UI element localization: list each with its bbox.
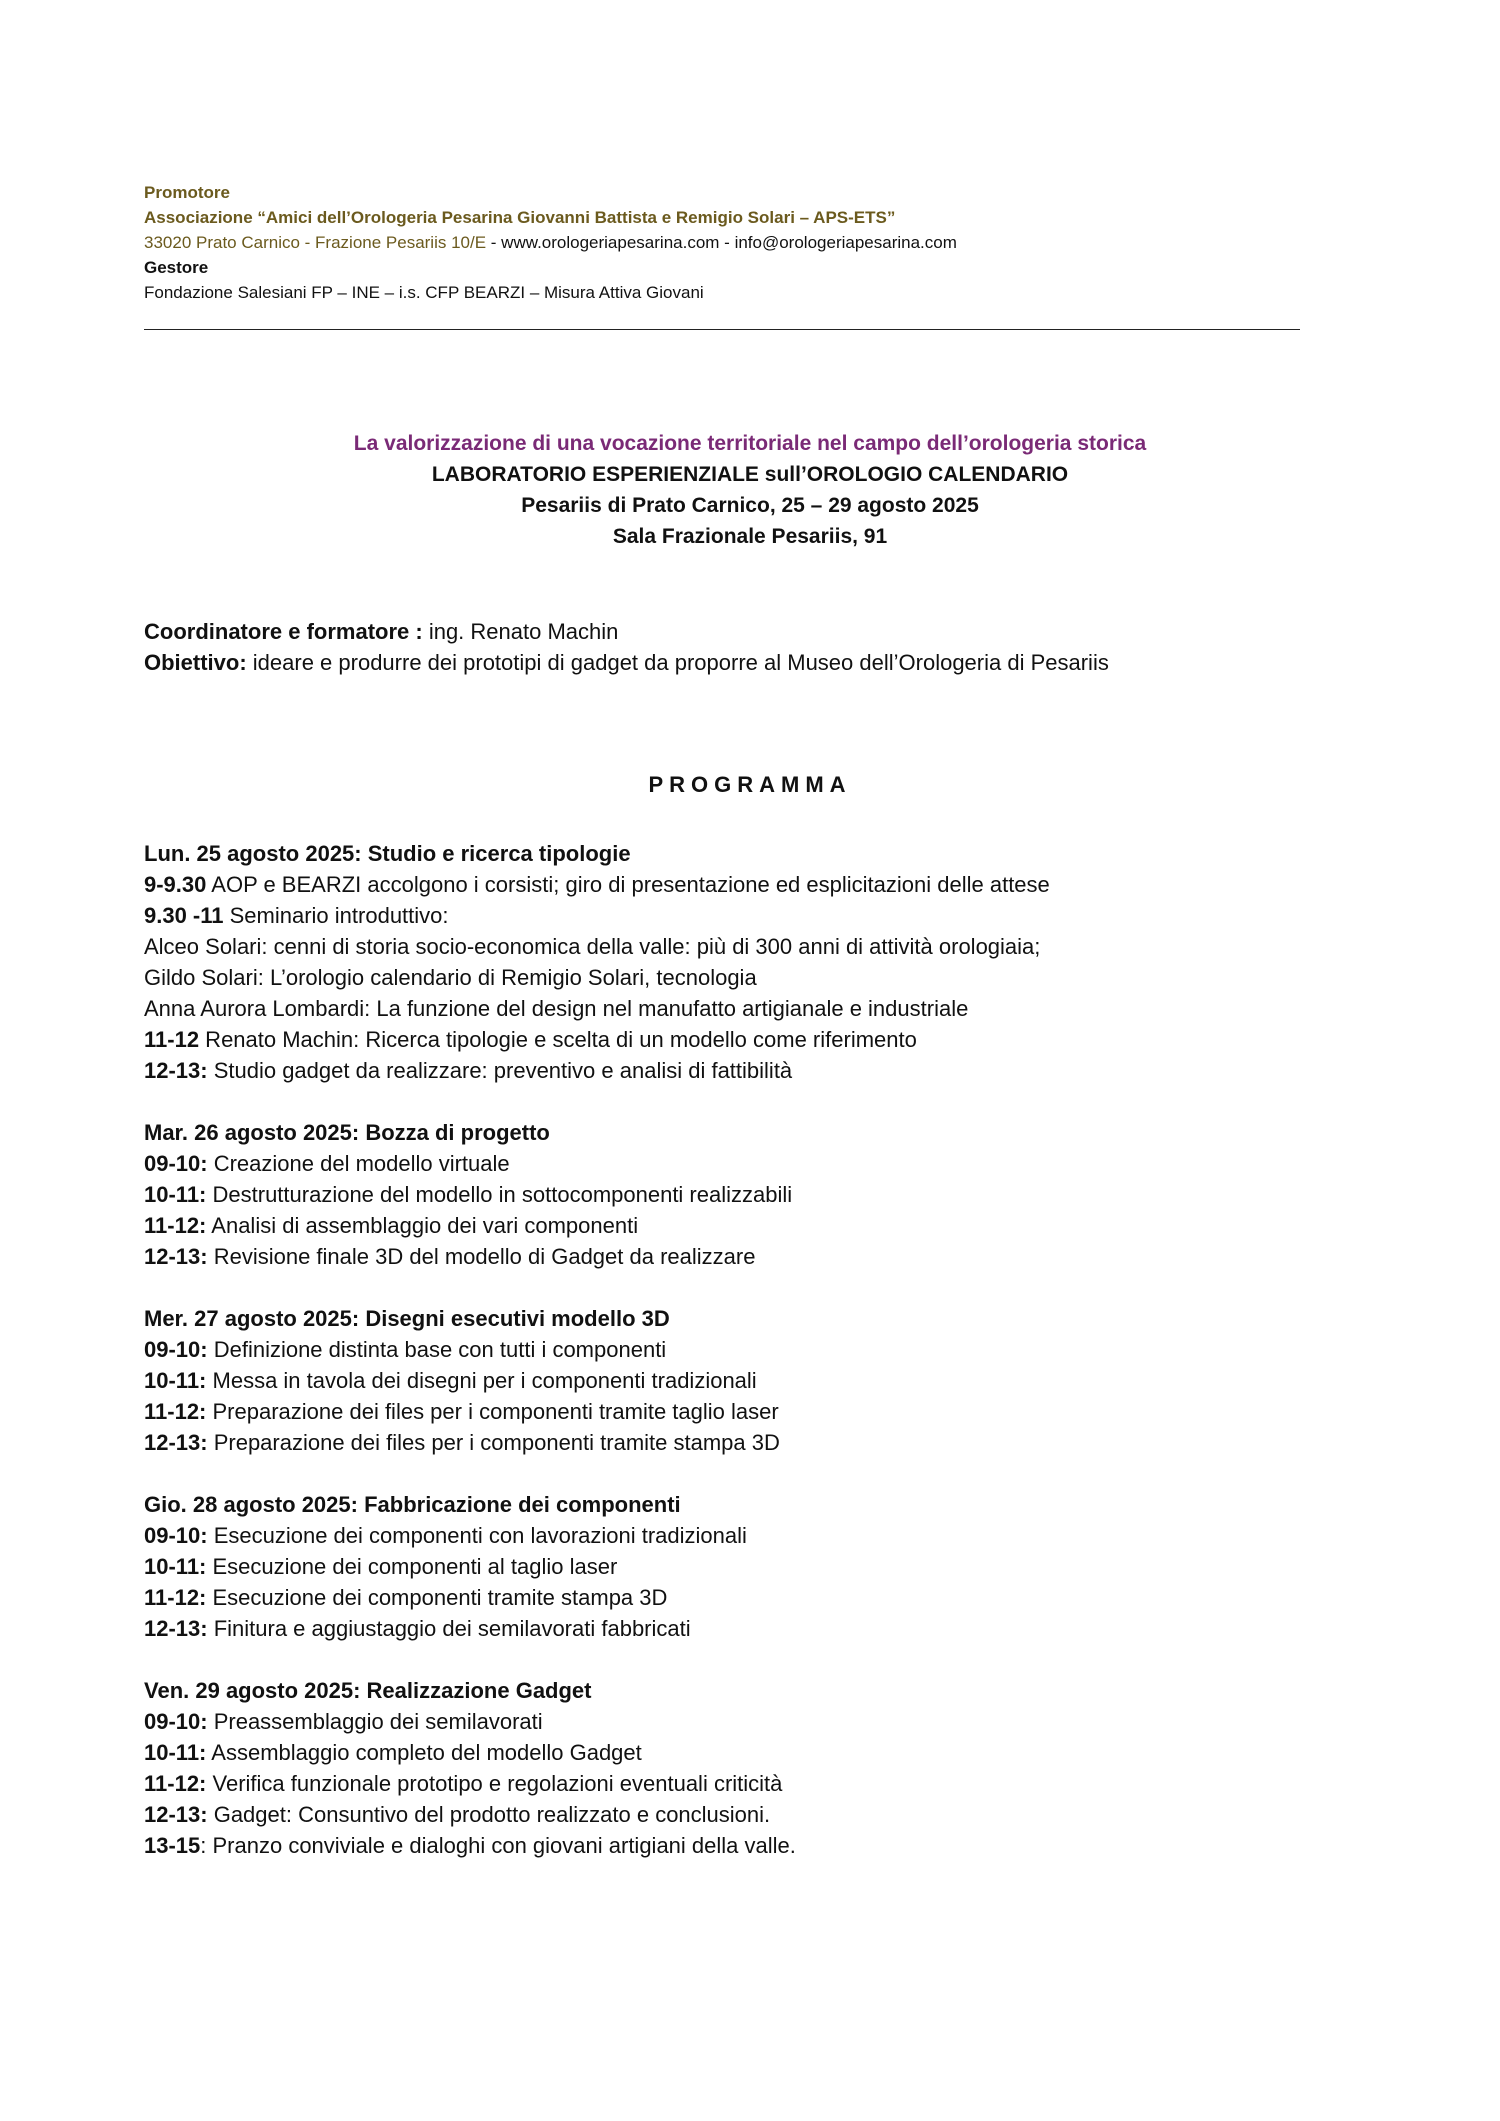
course-info	[144, 616, 1394, 678]
day-title: Ven. 29 agosto 2025: Realizzazione Gadget	[144, 1678, 592, 1703]
schedule-row	[144, 931, 1394, 962]
address: 33020 Prato Carnico - Frazione Pesariis 10/E	[144, 233, 487, 252]
manager-label: Gestore	[144, 258, 209, 277]
time-slot: 11-12:	[144, 1213, 207, 1238]
objective-value: ideare e produrre dei prototipi di gadget da proporre al Museo dell’Orologeria di Pesariis	[246, 650, 1109, 675]
activity-text: Preassemblaggio dei semilavorati	[207, 1709, 543, 1734]
website-link[interactable]: www.orologeriapesarina.com	[501, 233, 720, 252]
time-slot: 10-11:	[144, 1740, 207, 1765]
coordinator-line	[144, 616, 1394, 647]
program-day	[144, 1675, 1394, 1861]
contact-separator: -	[719, 233, 735, 252]
email-link[interactable]: info@orologeriapesarina.com	[734, 233, 957, 252]
contact-separator: -	[486, 233, 502, 252]
time-slot: 12-13:	[144, 1430, 208, 1455]
time-slot: 12-13:	[144, 1802, 208, 1827]
schedule-row	[144, 1055, 1394, 1086]
schedule-row	[144, 1613, 1394, 1644]
time-slot: 11-12:	[144, 1585, 207, 1610]
schedule-row	[144, 869, 1394, 900]
activity-text: Studio gadget da realizzare: preventivo e analisi di fattibilità	[207, 1058, 793, 1083]
program-day	[144, 1489, 1394, 1644]
activity-text: Revisione finale 3D del modello di Gadget da realizzare	[207, 1244, 756, 1269]
activity-text: Destrutturazione del modello in sottocomponenti realizzabili	[206, 1182, 793, 1207]
activity-text: Renato Machin: Ricerca tipologie e scelta di un modello come riferimento	[199, 1027, 917, 1052]
schedule-row	[144, 1365, 1394, 1396]
schedule-row	[144, 1799, 1394, 1830]
activity-text: Esecuzione dei componenti al taglio laser	[206, 1554, 618, 1579]
time-slot: 11-12	[144, 1027, 200, 1052]
time-slot: 09-10:	[144, 1709, 208, 1734]
subtitle: La valorizzazione di una vocazione territoriale nel campo dell’orologeria storica	[353, 432, 1147, 455]
schedule-row	[144, 1830, 1394, 1861]
schedule-row	[144, 1551, 1394, 1582]
activity-text: Definizione distinta base con tutti i componenti	[207, 1337, 667, 1362]
program-day	[144, 838, 1394, 1086]
program-day	[144, 1303, 1394, 1458]
objective-line	[144, 647, 1394, 678]
schedule-row	[144, 1396, 1394, 1427]
program-day	[144, 1117, 1394, 1272]
schedule-row	[144, 900, 1394, 931]
manager-name: Fondazione Salesiani FP – INE – i.s. CFP BEARZI – Misura Attiva Giovani	[144, 283, 704, 302]
day-title: Lun. 25 agosto 2025: Studio e ricerca tipologie	[144, 841, 631, 866]
activity-text: Creazione del modello virtuale	[207, 1151, 510, 1176]
time-slot: 12-13:	[144, 1616, 208, 1641]
activity-text: Gildo Solari: L’orologio calendario di Remigio Solari, tecnologia	[144, 965, 757, 990]
schedule-row	[144, 993, 1394, 1024]
coordinator-value: ing. Renato Machin	[422, 619, 619, 644]
activity-text: Alceo Solari: cenni di storia socio-economica della valle: più di 300 anni di attività orologiaia;	[144, 934, 1041, 959]
time-slot: 11-12:	[144, 1399, 207, 1424]
time-slot: 10-11:	[144, 1554, 207, 1579]
day-title: Mar. 26 agosto 2025: Bozza di progetto	[144, 1120, 550, 1145]
schedule-row	[144, 1334, 1394, 1365]
schedule-row	[144, 1024, 1394, 1055]
activity-text: Esecuzione dei componenti con lavorazioni tradizionali	[207, 1523, 747, 1548]
schedule-row	[144, 1241, 1394, 1272]
coordinator-label: Coordinatore e formatore :	[144, 619, 423, 644]
schedule-row	[144, 1427, 1394, 1458]
time-slot: 9.30 -11	[144, 903, 224, 928]
time-slot: 10-11:	[144, 1368, 207, 1393]
schedule-row	[144, 1737, 1394, 1768]
day-title: Gio. 28 agosto 2025: Fabbricazione dei componenti	[144, 1492, 681, 1517]
time-slot: 11-12:	[144, 1771, 207, 1796]
time-slot: 12-13:	[144, 1244, 208, 1269]
time-slot: 09-10:	[144, 1151, 208, 1176]
schedule-row	[144, 1148, 1394, 1179]
time-slot: 9-9.30	[144, 872, 207, 897]
document-title: LABORATORIO ESPERIENZIALE sull’OROLOGIO CALENDARIO	[431, 463, 1069, 486]
activity-text: Messa in tavola dei disegni per i componenti tradizionali	[206, 1368, 757, 1393]
activity-text: Preparazione dei files per i componenti tramite taglio laser	[206, 1399, 779, 1424]
contact-line	[144, 230, 1304, 255]
activity-text: AOP e BEARZI accolgono i corsisti; giro di presentazione ed esplicitazioni delle attese	[206, 872, 1050, 897]
activity-text: Seminario introduttivo:	[223, 903, 449, 928]
time-slot: 10-11:	[144, 1182, 207, 1207]
schedule-row	[144, 1179, 1394, 1210]
activity-text: Finitura e aggiustaggio dei semilavorati fabbricati	[207, 1616, 691, 1641]
schedule-row	[144, 962, 1394, 993]
activity-text: Gadget: Consuntivo del prodotto realizzato e conclusioni.	[207, 1802, 771, 1827]
day-title: Mer. 27 agosto 2025: Disegni esecutivi modello 3D	[144, 1306, 670, 1331]
activity-text: Analisi di assemblaggio dei vari componenti	[206, 1213, 639, 1238]
time-slot: 09-10:	[144, 1337, 208, 1362]
activity-text: Anna Aurora Lombardi: La funzione del design nel manufatto artigianale e industriale	[144, 996, 969, 1021]
activity-text: : Pranzo conviviale e dialoghi con giovani artigiani della valle.	[200, 1833, 796, 1858]
schedule-row	[144, 1520, 1394, 1551]
promoter-label: Promotore	[144, 183, 230, 202]
schedule-row	[144, 1768, 1394, 1799]
time-slot: 12-13:	[144, 1058, 208, 1083]
activity-text: Esecuzione dei componenti tramite stampa 3D	[206, 1585, 668, 1610]
program-schedule	[144, 838, 1394, 1892]
activity-text: Verifica funzionale prototipo e regolazioni eventuali criticità	[206, 1771, 783, 1796]
association-name: Associazione “Amici dell’Orologeria Pesarina Giovanni Battista e Remigio Solari – APS-ETS”	[144, 208, 896, 227]
activity-text: Assemblaggio completo del modello Gadget	[206, 1740, 642, 1765]
time-slot: 09-10:	[144, 1523, 208, 1548]
schedule-row	[144, 1210, 1394, 1241]
letterhead	[144, 180, 1304, 305]
place-date: Pesariis di Prato Carnico, 25 – 29 agosto 2025	[521, 494, 979, 517]
time-slot: 13-15	[144, 1833, 201, 1858]
activity-text: Preparazione dei files per i componenti tramite stampa 3D	[207, 1430, 780, 1455]
schedule-row	[144, 1706, 1394, 1737]
title-block	[0, 428, 1500, 552]
header-divider	[144, 329, 1300, 330]
schedule-row	[144, 1582, 1394, 1613]
program-heading: PROGRAMMA	[648, 772, 852, 797]
objective-label: Obiettivo:	[144, 650, 247, 675]
venue: Sala Frazionale Pesariis, 91	[612, 525, 888, 548]
